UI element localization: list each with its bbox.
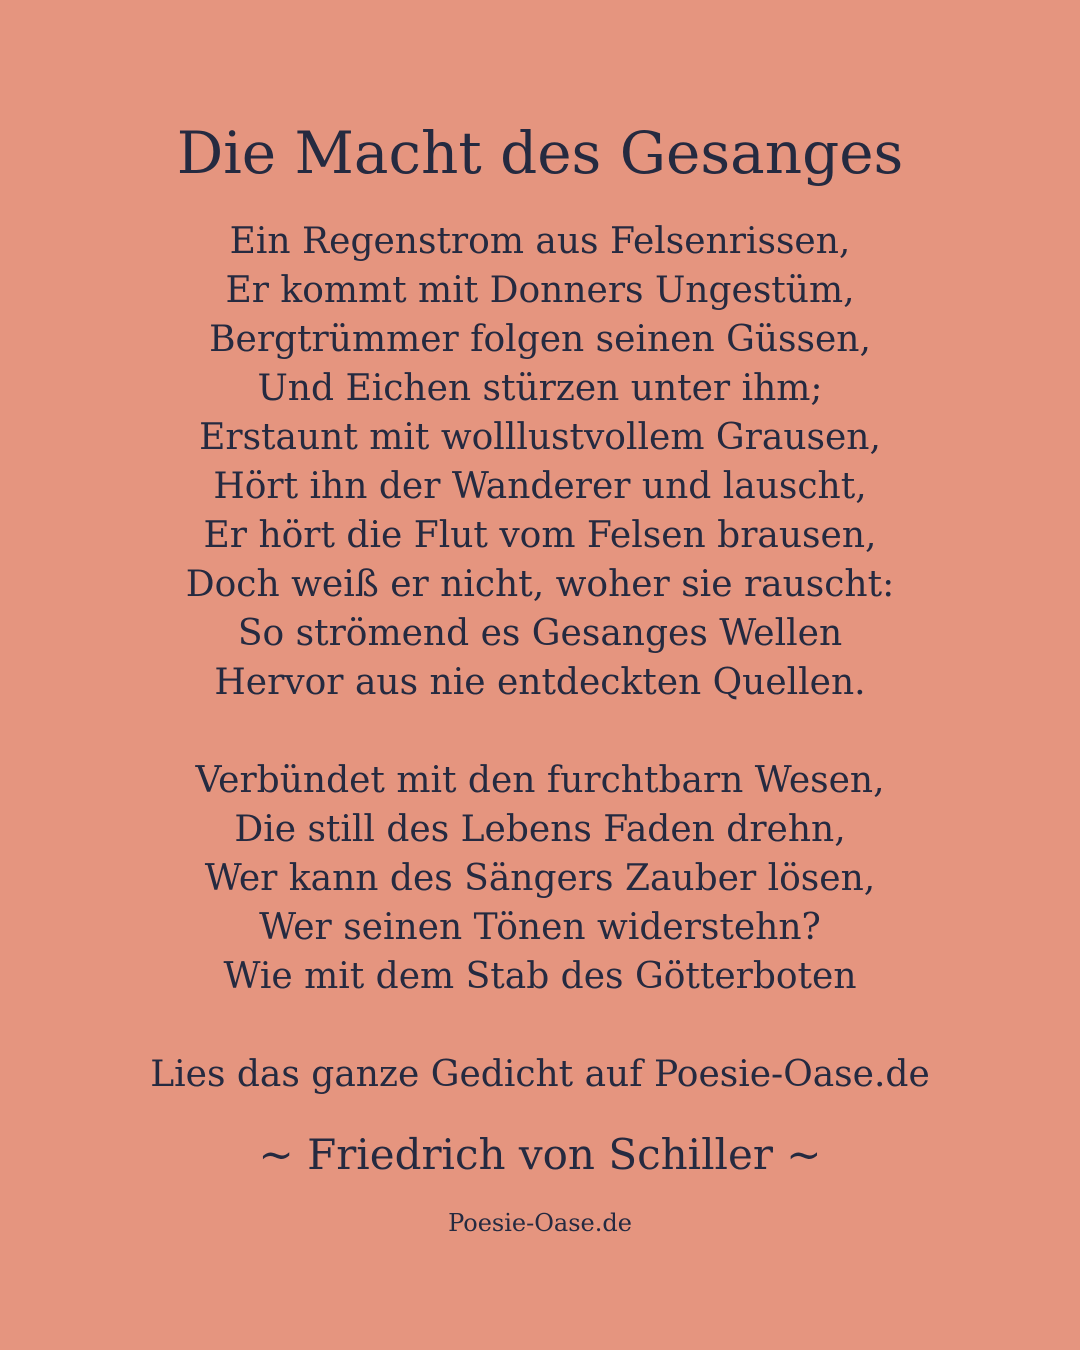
poem-line: Doch weiß er nicht, woher sie rauscht: <box>185 564 895 605</box>
poem-author: ~ Friedrich von Schiller ~ <box>258 1130 822 1179</box>
poem-line: Wer seinen Tönen widerstehn? <box>259 907 821 948</box>
poem-line: Er hört die Flut vom Felsen brausen, <box>203 515 877 556</box>
poem-line: Wie mit dem Stab des Götterboten <box>223 956 857 997</box>
poem-line: Hört ihn der Wanderer und lauscht, <box>213 466 867 507</box>
poem-line: Hervor aus nie entdeckten Quellen. <box>214 662 866 703</box>
poem-line: Wer kann des Sängers Zauber lösen, <box>204 858 876 899</box>
poem-line: Er kommt mit Donners Ungestüm, <box>225 270 855 311</box>
poem-line: Erstaunt mit wolllustvollem Grausen, <box>199 417 881 458</box>
poem-title: Die Macht des Gesanges <box>176 119 904 187</box>
poem-line: Bergtrümmer folgen seinen Güssen, <box>209 319 871 360</box>
read-full-poem-text: Lies das ganze Gedicht auf Poesie-Oase.de <box>150 1054 930 1095</box>
site-name: Poesie-Oase.de <box>448 1209 632 1237</box>
stanza-1 <box>0 217 1080 707</box>
stanza-2 <box>0 756 1080 1001</box>
poem-line: Die still des Lebens Faden drehn, <box>234 809 846 850</box>
poem-line: So strömend es Gesanges Wellen <box>237 613 843 654</box>
poem-line: Verbündet mit den furchtbarn Wesen, <box>195 760 885 801</box>
poem-line: Ein Regenstrom aus Felsenrissen, <box>229 221 851 262</box>
poem-line: Und Eichen stürzen unter ihm; <box>257 368 823 409</box>
